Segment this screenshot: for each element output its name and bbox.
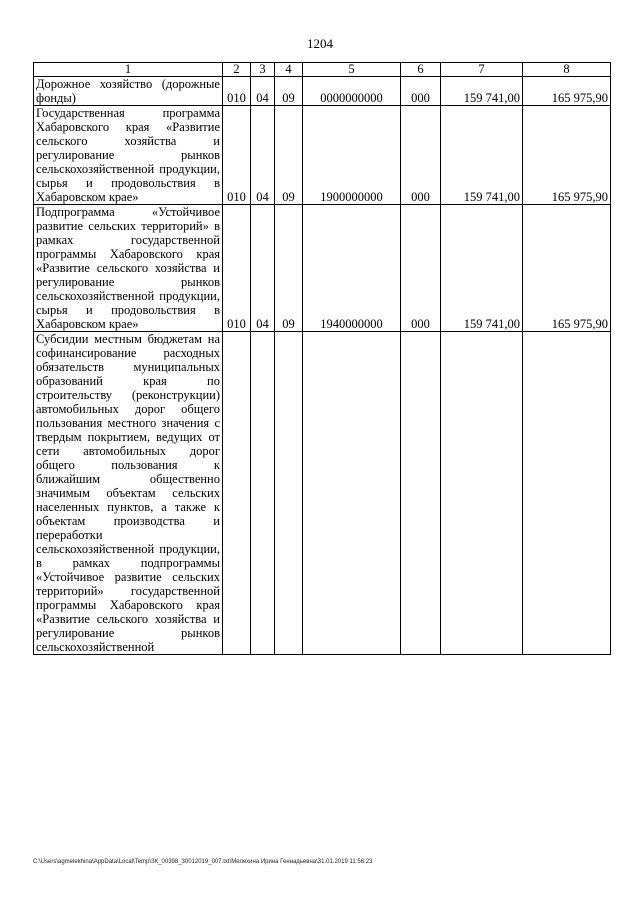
column-header: 6 [401,63,441,77]
cell-code-2 [223,332,251,655]
cell-code-5 [303,332,401,655]
cell-code-5: 0000000000 [303,77,401,106]
cell-code-3: 04 [251,106,275,205]
cell-amount-8: 165 975,90 [523,106,611,205]
cell-code-2: 010 [223,106,251,205]
cell-code-6 [401,332,441,655]
column-header: 4 [275,63,303,77]
row-name: Государственная программа Хабаровского края «Развитие сельского хозяйства и регулирование рынков сельскохозяйственной продукции, сырья и продовольствия в Хабаровском крае» [34,106,223,205]
cell-code-4 [275,332,303,655]
table-row [34,332,611,655]
table-row [34,106,611,205]
cell-code-6: 000 [401,106,441,205]
table-header-row [34,63,611,77]
file-path-footer: C:\Users\agmelekhina\AppData\Local\Temp\ЗК_00398_30012019_007.txt\Мелехина Ирина Геннадьевна\31.01.2019 11:56:23 [33,859,373,865]
table-row [34,205,611,332]
column-header: 2 [223,63,251,77]
cell-code-3: 04 [251,77,275,106]
row-name: Подпрограмма «Устойчивое развитие сельских территорий» в рамках государственной программы Хабаровского края «Развитие сельского хозяйства и регулирование рынков сельскохозяйственной продукции, сырья и продовольствия в Хабаровском крае» [34,205,223,332]
cell-code-2: 010 [223,77,251,106]
cell-amount-7: 159 741,00 [441,106,523,205]
cell-amount-8: 165 975,90 [523,205,611,332]
column-header: 5 [303,63,401,77]
table-row [34,77,611,106]
cell-code-4: 09 [275,106,303,205]
budget-table [33,62,611,655]
cell-code-5: 1940000000 [303,205,401,332]
cell-code-4: 09 [275,205,303,332]
cell-code-4: 09 [275,77,303,106]
column-header: 8 [523,63,611,77]
cell-code-5: 1900000000 [303,106,401,205]
column-header: 7 [441,63,523,77]
cell-amount-8 [523,332,611,655]
cell-amount-7: 159 741,00 [441,205,523,332]
row-name: Дорожное хозяйство (дорожные фонды) [34,77,223,106]
column-header: 1 [34,63,223,77]
cell-code-2: 010 [223,205,251,332]
cell-amount-7 [441,332,523,655]
column-header: 3 [251,63,275,77]
cell-code-6: 000 [401,77,441,106]
row-name: Субсидии местным бюджетам на софинансирование расходных обязательств муниципальных образований края по строительству (реконструкции) автомобильных дорог общего пользования местного значения с твердым покрытием, ведущих от сети автомобильных дорог общего пользования к ближайшим общественно значимым объектам сельских населенных пунктов, а также к объектам производства и переработки сельскохозяйственной продукции, в рамках подпрограммы «Устойчивое развитие сельских территорий» государственной программы Хабаровского края «Развитие сельского хозяйства и регулирование рынков сельскохозяйственной [34,332,223,655]
cell-code-3: 04 [251,205,275,332]
cell-code-3 [251,332,275,655]
cell-amount-7: 159 741,00 [441,77,523,106]
cell-amount-8: 165 975,90 [523,77,611,106]
page-number: 1204 [307,36,333,51]
cell-code-6: 000 [401,205,441,332]
